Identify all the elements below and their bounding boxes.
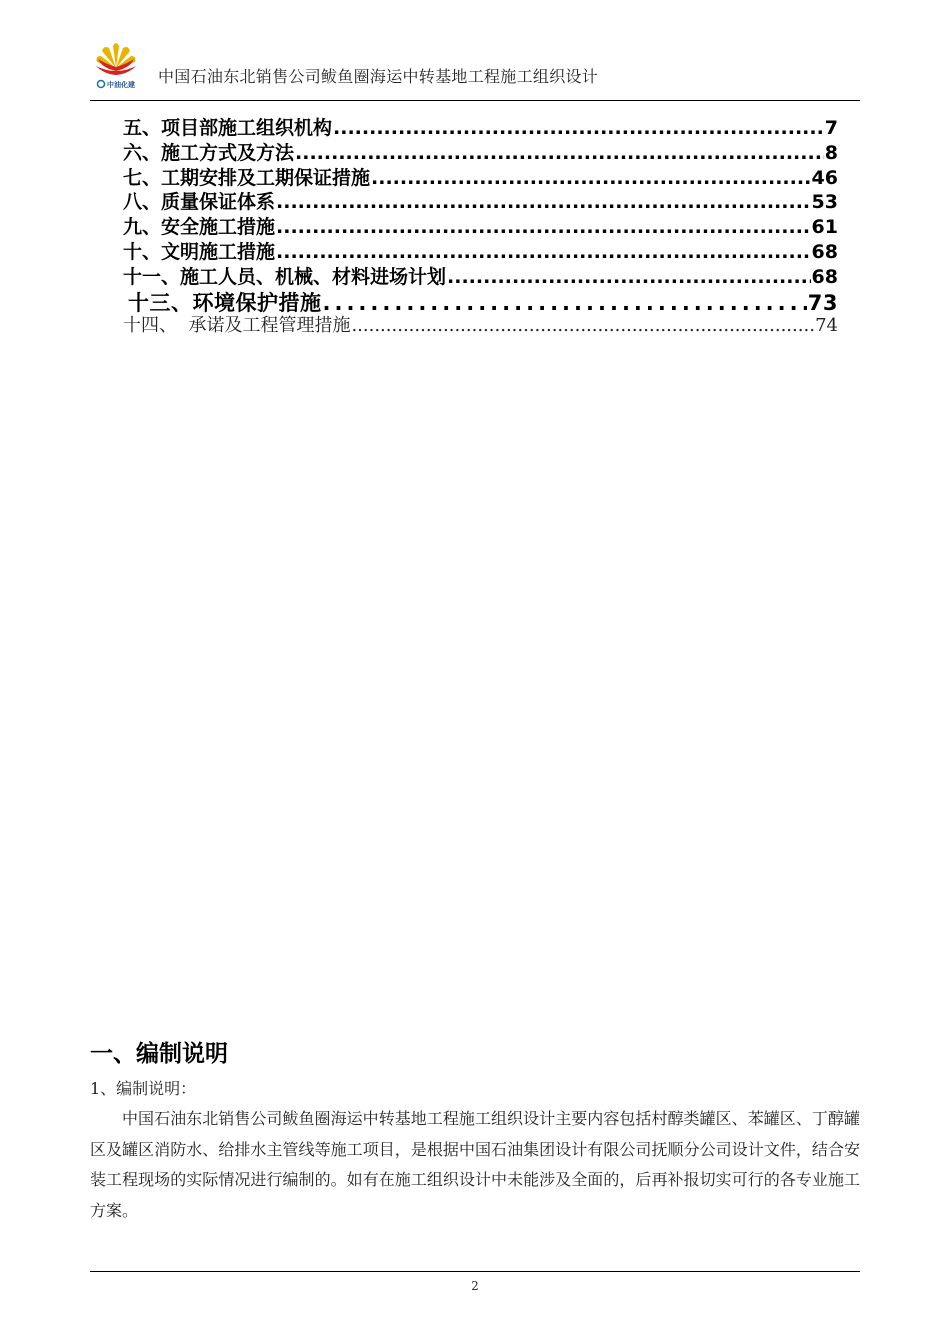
- toc-leader: [447, 266, 811, 288]
- toc-entry-title: 六、施工方式及方法: [123, 141, 295, 164]
- toc-leader: [351, 315, 814, 336]
- page-number: 2: [471, 1279, 479, 1293]
- toc-leader: [295, 142, 824, 164]
- toc-entry-page: 53: [811, 191, 838, 214]
- toc-entry-title: 十、文明施工措施: [123, 240, 276, 263]
- page-header: [90, 36, 860, 102]
- logo-text: 中油化建: [107, 81, 135, 89]
- header-divider: [90, 100, 860, 101]
- toc-entry-page: 61: [811, 216, 838, 239]
- toc-entry-title: 十四、 承诺及工程管理措施: [123, 315, 351, 337]
- toc-entry-page: 46: [811, 166, 838, 189]
- petrochina-logo-icon: [92, 38, 140, 90]
- section-heading: 一、编制说明: [90, 1041, 228, 1067]
- toc-leader: [276, 241, 811, 263]
- toc-entry-title: 七、工期安排及工期保证措施: [123, 166, 371, 189]
- toc-leader: [276, 191, 811, 213]
- header-title: 中国石油东北销售公司鲅鱼圈海运中转基地工程施工组织设计: [158, 67, 599, 86]
- toc-entry[interactable]: [123, 138, 838, 163]
- toc-leader: [276, 216, 811, 238]
- toc-entry[interactable]: [123, 163, 838, 188]
- sub-heading: 1、编制说明：: [90, 1079, 197, 1098]
- company-logo: [92, 38, 140, 90]
- toc-entry-page: 68: [811, 240, 838, 263]
- toc-entry-page: 74: [815, 315, 838, 337]
- toc-entry-title: 五、项目部施工组织机构: [123, 117, 333, 139]
- toc-entry-page: 73: [807, 290, 838, 315]
- table-of-contents: [123, 113, 838, 336]
- toc-entry[interactable]: [123, 212, 838, 237]
- toc-leader: [333, 117, 824, 139]
- toc-entry[interactable]: [123, 287, 838, 315]
- toc-entry-page: 7: [824, 117, 838, 139]
- toc-entry-page: 8: [824, 141, 838, 164]
- toc-entry[interactable]: [123, 187, 838, 212]
- footer-divider: [90, 1271, 860, 1272]
- toc-entry[interactable]: [123, 311, 838, 336]
- toc-entry-page: 68: [811, 265, 838, 288]
- toc-entry-title: 八、质量保证体系: [123, 191, 276, 214]
- toc-entry[interactable]: [123, 113, 838, 138]
- toc-entry[interactable]: [123, 262, 838, 287]
- toc-leader: [323, 291, 807, 315]
- body-paragraph: 中国石油东北销售公司鲅鱼圈海运中转基地工程施工组织设计主要内容包括村醇类罐区、苯罐区、丁醇罐区及罐区消防水、给排水主管线等施工项目，是根据中国石油集团设计有限公司抚顺分公司设计文件，结合安装工程现场的实际情况进行编制的。如有在施工组织设计中未能涉及全面的，后再补报切实可行的各专业施工方案。: [90, 1109, 860, 1220]
- toc-entry[interactable]: [123, 237, 838, 262]
- toc-entry-title: 九、安全施工措施: [123, 216, 276, 239]
- toc-entry-title: 十三、环境保护措施: [128, 290, 322, 315]
- toc-leader: [371, 167, 811, 189]
- toc-entry-title: 十一、施工人员、机械、材料进场计划: [123, 265, 447, 288]
